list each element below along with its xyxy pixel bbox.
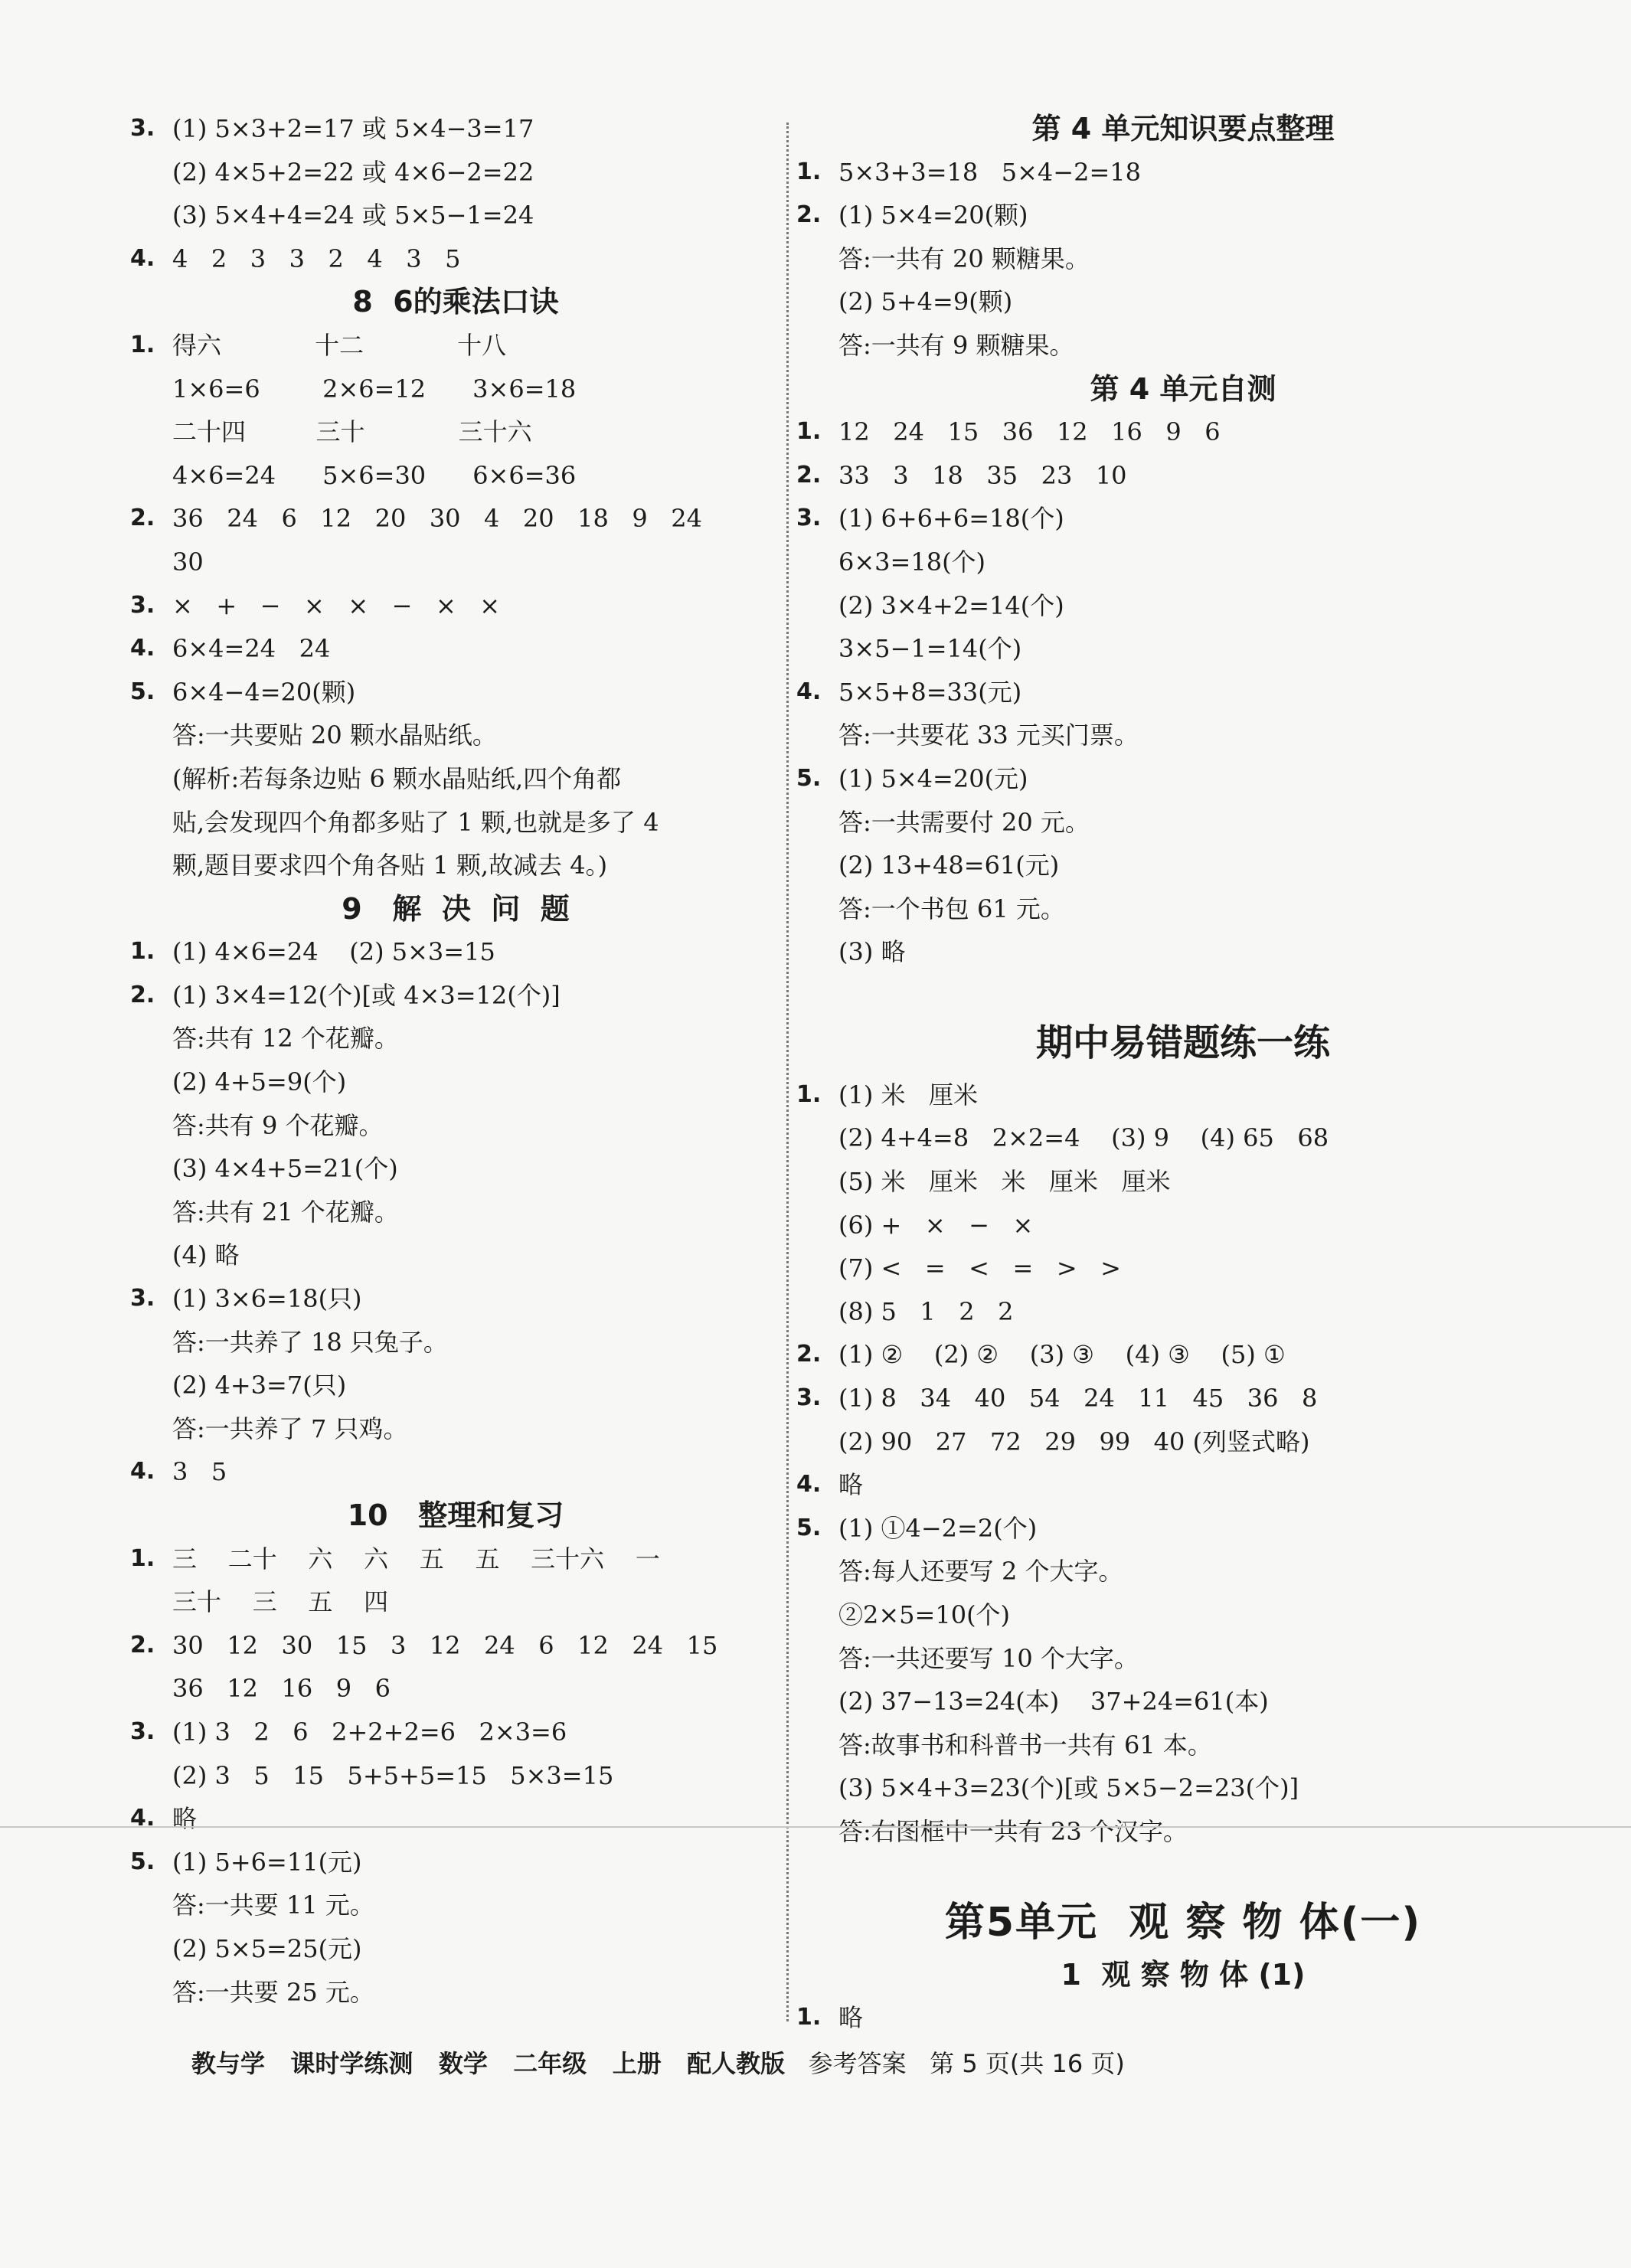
answer-text: (3) 略 bbox=[838, 937, 906, 967]
question-number: 4. bbox=[796, 678, 822, 705]
answer-line bbox=[130, 1017, 781, 1060]
answer-text: (1) 5×4=20(元) bbox=[838, 763, 1028, 793]
question-number: 1. bbox=[130, 938, 155, 966]
answer-line bbox=[796, 801, 1570, 845]
answer-line bbox=[796, 194, 1570, 237]
answer-line bbox=[796, 497, 1570, 541]
answer-line bbox=[130, 1884, 781, 1927]
answer-text: (1) ①4−2=2(个) bbox=[838, 1513, 1038, 1543]
answer-text: (1) 8 34 40 54 24 11 45 36 8 bbox=[838, 1384, 1318, 1413]
answer-text: (2) 4+5=9(个) bbox=[172, 1067, 347, 1097]
answer-text: 6×3=18(个) bbox=[838, 547, 986, 577]
answer-text: 36 12 16 9 6 bbox=[172, 1674, 391, 1704]
question-number: 5. bbox=[796, 764, 822, 792]
answer-text: (2) 13+48=61(元) bbox=[838, 851, 1060, 881]
answer-line bbox=[130, 930, 781, 974]
left-column bbox=[130, 107, 781, 2014]
answer-text: 答:一共要花 33 元买门票。 bbox=[838, 721, 1139, 750]
answer-text: 二十四 三十 三十六 bbox=[172, 417, 532, 447]
answer-line bbox=[796, 1247, 1570, 1290]
answer-line bbox=[130, 801, 781, 845]
question-number: 2. bbox=[796, 201, 822, 229]
answer-text: 答:故事书和科普书一共有 61 本。 bbox=[838, 1730, 1212, 1760]
answer-line bbox=[796, 1593, 1570, 1637]
answer-line bbox=[130, 541, 781, 584]
answer-line bbox=[796, 1333, 1570, 1377]
answer-text: 6×4=24 24 bbox=[172, 634, 331, 664]
question-number: 3. bbox=[130, 115, 155, 142]
answer-line bbox=[796, 671, 1570, 714]
answer-line bbox=[796, 151, 1570, 194]
answer-text: 答:共有 12 个花瓣。 bbox=[172, 1024, 399, 1054]
section-heading: 9 解 决 问 题 bbox=[342, 891, 570, 926]
answer-text: (8) 5 1 2 2 bbox=[838, 1296, 1014, 1326]
answer-line bbox=[130, 1538, 781, 1581]
answer-line bbox=[796, 1637, 1570, 1681]
answer-text: (2) 5+4=9(颗) bbox=[838, 287, 1013, 317]
answer-line bbox=[130, 671, 781, 714]
answer-text: (1) 5×4=20(颗) bbox=[838, 201, 1028, 230]
answer-line bbox=[130, 844, 781, 887]
answer-line bbox=[130, 151, 781, 194]
answer-text: 得六 十二 十八 bbox=[172, 330, 507, 360]
answer-text: 答:一共养了 18 只兔子。 bbox=[172, 1327, 448, 1357]
question-number: 2. bbox=[130, 505, 155, 532]
section-heading: 期中易错题练一练 bbox=[1035, 1021, 1330, 1064]
answer-line bbox=[130, 627, 781, 671]
answer-text: (1) 3×4=12(个)[或 4×3=12(个)] bbox=[172, 980, 561, 1010]
question-number: 4. bbox=[796, 1471, 822, 1498]
answer-line bbox=[796, 237, 1570, 281]
answer-line bbox=[796, 584, 1570, 628]
answer-text: 4 2 3 3 2 4 3 5 bbox=[172, 243, 461, 273]
answer-line bbox=[796, 410, 1570, 454]
answer-text: 答:一共要 25 元。 bbox=[172, 1977, 374, 2007]
answer-text: × + − × × − × × bbox=[172, 590, 501, 620]
answer-line bbox=[130, 410, 781, 454]
answer-text: 答:一个书包 61 元。 bbox=[838, 894, 1065, 923]
answer-line bbox=[130, 714, 781, 757]
answer-text: 答:一共有 20 颗糖果。 bbox=[838, 243, 1090, 273]
answer-line bbox=[796, 887, 1570, 931]
answer-text: 答:一共养了 7 只鸡。 bbox=[172, 1413, 408, 1443]
question-number: 1. bbox=[796, 2004, 822, 2031]
question-number: 5. bbox=[130, 1848, 155, 1875]
answer-line bbox=[130, 1450, 781, 1494]
column-divider bbox=[786, 123, 789, 2021]
answer-line bbox=[130, 497, 781, 541]
answer-line bbox=[796, 930, 1570, 974]
page-fold-line bbox=[0, 1826, 1631, 1828]
answer-text: 1×6=6 2×6=12 3×6=18 bbox=[172, 374, 577, 404]
question-number: 1. bbox=[130, 1544, 155, 1572]
question-number: 2. bbox=[130, 1631, 155, 1659]
answer-text: (1) 3 2 6 2+2+2=6 2×3=6 bbox=[172, 1717, 567, 1747]
answer-text: ②2×5=10(个) bbox=[838, 1600, 1011, 1629]
answer-line bbox=[796, 1550, 1570, 1593]
answer-line bbox=[796, 324, 1570, 368]
section-heading: 1 观 察 物 体 (1) bbox=[1061, 1957, 1306, 1992]
answer-text: 贴,会发现四个角都多贴了 1 颗,也就是多了 4 bbox=[172, 807, 659, 837]
answer-line bbox=[796, 1204, 1570, 1247]
section-heading: 10 整理和复习 bbox=[347, 1498, 564, 1532]
answer-text: 5×3+3=18 5×4−2=18 bbox=[838, 157, 1141, 187]
answer-line bbox=[796, 1074, 1570, 1117]
answer-text: 答:一共要 11 元。 bbox=[172, 1891, 374, 1920]
answer-text: (2) 4+4=8 2×2=4 (3) 9 (4) 65 68 bbox=[838, 1123, 1329, 1153]
answer-text: 三 二十 六 六 五 五 三十六 一 bbox=[172, 1544, 660, 1574]
answer-line bbox=[130, 1277, 781, 1321]
question-number: 3. bbox=[130, 591, 155, 619]
answer-text: 6×4−4=20(颗) bbox=[172, 677, 356, 707]
question-number: 3. bbox=[130, 1285, 155, 1312]
answer-text: 30 12 30 15 3 12 24 6 12 24 15 bbox=[172, 1630, 718, 1660]
answer-text: (2) 4×5+2=22 或 4×6−2=22 bbox=[172, 157, 534, 187]
answer-line bbox=[796, 454, 1570, 498]
answer-text: 答:一共要贴 20 颗水晶贴纸。 bbox=[172, 721, 497, 750]
answer-line bbox=[130, 194, 781, 237]
answer-text: (2) 5×5=25(元) bbox=[172, 1933, 362, 1963]
question-number: 2. bbox=[796, 1341, 822, 1368]
answer-text: 颗,题目要求四个角各贴 1 颗,故减去 4。) bbox=[172, 851, 608, 881]
answer-line bbox=[796, 280, 1570, 324]
answer-text: (2) 90 27 72 29 99 40 (列竖式略) bbox=[838, 1426, 1310, 1456]
answer-text: 略 bbox=[838, 1470, 864, 1500]
question-number: 4. bbox=[130, 244, 155, 272]
answer-line bbox=[130, 454, 781, 498]
answer-line bbox=[130, 1841, 781, 1884]
question-number: 3. bbox=[130, 1717, 155, 1745]
question-number: 1. bbox=[796, 1080, 822, 1108]
page-footer bbox=[191, 2041, 1493, 2087]
footer-book-info: 教与学 课时学练测 数学 二年级 上册 配人教版 bbox=[191, 2049, 786, 2078]
question-number: 5. bbox=[130, 678, 155, 705]
answer-line bbox=[796, 757, 1570, 801]
footer-page-info: 参考答案 第 5 页(共 16 页) bbox=[785, 2049, 1125, 2078]
answer-line bbox=[130, 1191, 781, 1234]
question-number: 5. bbox=[796, 1514, 822, 1541]
answer-line bbox=[130, 1971, 781, 2015]
right-column bbox=[796, 107, 1570, 2040]
answer-line bbox=[130, 107, 781, 151]
answer-text: 答:共有 21 个花瓣。 bbox=[172, 1197, 399, 1227]
answer-text: (1) 5×3+2=17 或 5×4−3=17 bbox=[172, 114, 534, 143]
answer-text: 答:一共有 9 颗糖果。 bbox=[838, 330, 1074, 360]
question-number: 4. bbox=[130, 1458, 155, 1485]
answer-text: 略 bbox=[172, 1804, 198, 1834]
section-heading: 第5单元 观 察 物 体(一) bbox=[944, 1899, 1422, 1946]
answer-line bbox=[796, 1420, 1570, 1464]
answer-text: (1) 3×6=18(只) bbox=[172, 1284, 362, 1314]
answer-text: (1) 4×6=24 (2) 5×3=15 bbox=[172, 937, 495, 967]
answer-line bbox=[130, 1754, 781, 1798]
question-number: 3. bbox=[796, 1384, 822, 1412]
spacer bbox=[796, 1854, 1570, 1892]
answer-text: (4) 略 bbox=[172, 1240, 240, 1270]
answer-line bbox=[796, 1724, 1570, 1767]
answer-line bbox=[130, 1060, 781, 1104]
answer-text: (1) ② (2) ② (3) ③ (4) ③ (5) ① bbox=[838, 1340, 1286, 1370]
answer-text: (2) 37−13=24(本) 37+24=61(本) bbox=[838, 1687, 1269, 1717]
answer-line bbox=[796, 714, 1570, 757]
answer-text: (2) 3 5 15 5+5+5=15 5×3=15 bbox=[172, 1760, 614, 1790]
answer-line bbox=[130, 1667, 781, 1711]
answer-line bbox=[130, 237, 781, 281]
answer-text: 三十 三 五 四 bbox=[172, 1587, 389, 1617]
spacer bbox=[796, 974, 1570, 1012]
answer-text: (解析:若每条边贴 6 颗水晶贴纸,四个角都 bbox=[172, 763, 622, 793]
question-number: 4. bbox=[130, 635, 155, 662]
answer-text: 答:共有 9 个花瓣。 bbox=[172, 1110, 384, 1140]
answer-line bbox=[130, 1147, 781, 1191]
section-heading: 第 4 单元自测 bbox=[1090, 371, 1276, 406]
answer-line bbox=[796, 1290, 1570, 1334]
question-number: 3. bbox=[796, 505, 822, 532]
answer-text: (6) + × − × bbox=[838, 1210, 1034, 1240]
answer-text: 3×5−1=14(个) bbox=[838, 634, 1022, 664]
answer-line bbox=[130, 974, 781, 1018]
answer-text: 4×6=24 5×6=30 6×6=36 bbox=[172, 460, 577, 490]
answer-line bbox=[796, 1507, 1570, 1551]
answer-text: (1) 5+6=11(元) bbox=[172, 1847, 362, 1877]
answer-line bbox=[796, 1116, 1570, 1160]
answer-line bbox=[130, 368, 781, 411]
answer-text: (3) 5×4+3=23(个)[或 5×5−2=23(个)] bbox=[838, 1773, 1299, 1803]
answer-line bbox=[130, 1104, 781, 1148]
question-number: 1. bbox=[130, 331, 155, 358]
section-heading: 第 4 单元知识要点整理 bbox=[1031, 112, 1335, 145]
answer-line bbox=[796, 1377, 1570, 1420]
section-heading: 8 6的乘法口诀 bbox=[352, 285, 559, 319]
answer-line bbox=[796, 1463, 1570, 1507]
answer-line bbox=[130, 1407, 781, 1451]
answer-line bbox=[130, 1797, 781, 1841]
question-number: 2. bbox=[796, 461, 822, 489]
answer-line bbox=[796, 844, 1570, 887]
answer-text: 36 24 6 12 20 30 4 20 18 9 24 bbox=[172, 504, 702, 534]
answer-line bbox=[796, 1160, 1570, 1204]
answer-text: 12 24 15 36 12 16 9 6 bbox=[838, 417, 1221, 447]
answer-text: (3) 5×4+4=24 或 5×5−1=24 bbox=[172, 201, 534, 230]
answer-line bbox=[796, 541, 1570, 584]
question-number: 2. bbox=[130, 981, 155, 1008]
question-number: 4. bbox=[130, 1805, 155, 1832]
answer-line bbox=[130, 1624, 781, 1668]
answer-text: (1) 米 厘米 bbox=[838, 1080, 979, 1109]
answer-line bbox=[796, 1996, 1570, 2040]
answer-line bbox=[130, 1927, 781, 1971]
answer-text: 略 bbox=[838, 2003, 864, 2033]
answer-text: 3 5 bbox=[172, 1457, 227, 1487]
answer-text: 答:一共需要付 20 元。 bbox=[838, 807, 1090, 837]
question-number: 1. bbox=[796, 418, 822, 446]
answer-line bbox=[130, 1580, 781, 1624]
answer-line bbox=[796, 1766, 1570, 1810]
answer-line bbox=[130, 324, 781, 368]
answer-text: (2) 3×4+2=14(个) bbox=[838, 590, 1064, 620]
answer-text: (1) 6+6+6=18(个) bbox=[838, 504, 1064, 534]
answer-text: (3) 4×4+5=21(个) bbox=[172, 1154, 398, 1184]
answer-text: 答:一共还要写 10 个大字。 bbox=[838, 1643, 1139, 1673]
answer-text: 33 3 18 35 23 10 bbox=[838, 460, 1127, 490]
answer-line bbox=[130, 1321, 781, 1364]
question-number: 1. bbox=[796, 158, 822, 185]
answer-text: (7) < = < = > > bbox=[838, 1253, 1121, 1283]
answer-line bbox=[130, 1234, 781, 1277]
answer-line bbox=[796, 1680, 1570, 1724]
answer-line bbox=[130, 1364, 781, 1407]
answer-text: (5) 米 厘米 米 厘米 厘米 bbox=[838, 1167, 1171, 1197]
answer-line bbox=[130, 1711, 781, 1754]
answer-text: (2) 4+3=7(只) bbox=[172, 1371, 347, 1400]
answer-text: 5×5+8=33(元) bbox=[838, 677, 1022, 707]
answer-line bbox=[130, 584, 781, 628]
answer-text: 答:右图框中一共有 23 个汉字。 bbox=[838, 1816, 1188, 1846]
answer-line bbox=[796, 627, 1570, 671]
answer-line bbox=[130, 757, 781, 801]
answer-text: 答:每人还要写 2 个大字。 bbox=[838, 1557, 1123, 1587]
answer-line bbox=[796, 1810, 1570, 1854]
answer-text: 30 bbox=[172, 547, 204, 577]
